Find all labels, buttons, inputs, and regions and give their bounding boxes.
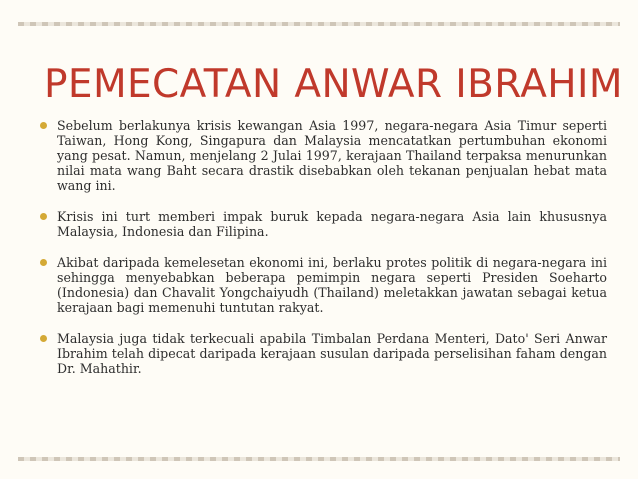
bullet-item (40, 255, 607, 315)
bullet-dot-icon (40, 335, 47, 342)
top-dashed-rule (18, 22, 620, 26)
bullet-text: Akibat daripada kemelesetan ekonomi ini, berlaku protes politik di negara-negara ini sehingga menyebabkan beberapa pemimpin negara seperti Presiden Soeharto (Indonesia) dan Chavalit Yongchaiyudh (Thailand) meletakkan jawatan sebagai ketua kerajaan bagi memenuhi tuntutan rakyat. (57, 255, 607, 315)
bullet-text: Malaysia juga tidak terkecuali apabila Timbalan Perdana Menteri, Dato' Seri Anwar Ibrahim telah dipecat daripada kerajaan susulan daripada perselisihan faham dengan Dr. Mahathir. (57, 331, 607, 376)
slide-title: PEMECATAN ANWAR IBRAHIM (44, 62, 623, 107)
bullet-item (40, 118, 607, 193)
bullet-dot-icon (40, 213, 47, 220)
bullet-dot-icon (40, 122, 47, 129)
bullet-item (40, 331, 607, 376)
bullet-dot-icon (40, 259, 47, 266)
bottom-dashed-rule (18, 457, 620, 461)
bullet-text: Sebelum berlakunya krisis kewangan Asia 1997, negara-negara Asia Timur seperti Taiwan, Hong Kong, Singapura dan Malaysia mencatatkan pertumbuhan ekonomi yang pesat. Namun, menjelang 2 Julai 1997, kerajaan Thailand terpaksa menurunkan nilai mata wang Baht secara drastik disebabkan oleh tekanan penjualan hebat mata wang ini. (57, 118, 607, 193)
bullet-text: Krisis ini turt memberi impak buruk kepada negara-negara Asia lain khususnya Malaysia, Indonesia dan Filipina. (57, 209, 607, 239)
bullet-item (40, 209, 607, 239)
bullet-list (40, 118, 607, 392)
